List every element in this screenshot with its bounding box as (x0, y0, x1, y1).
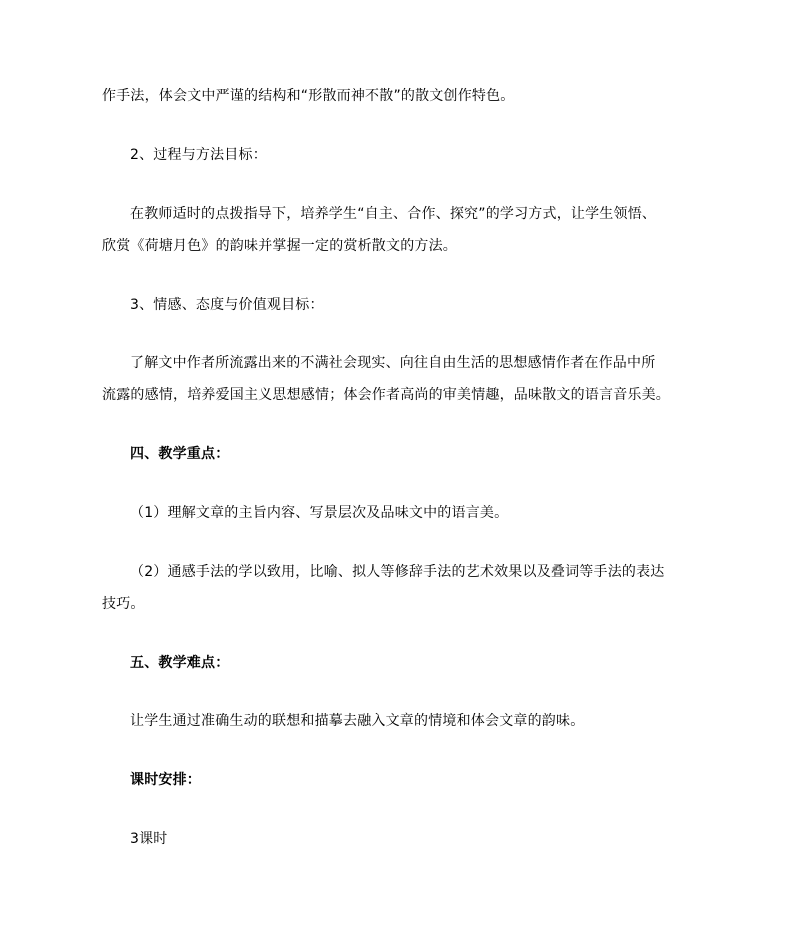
process-method-heading: 2、过程与方法目标： (130, 147, 267, 163)
emotion-attitude-heading: 3、情感、态度与价值观目标： (130, 297, 324, 313)
objective-continuation-text: 作手法，体会文中严谨的结构和“形散而神不散”的散文创作特色。 (102, 88, 515, 104)
teaching-difficulties-heading: 五、教学难点： (130, 655, 230, 671)
emotion-attitude-text-line-1: 了解文中作者所流露出来的不满社会现实、向往自由生活的思想感情作者在作品中所 (130, 355, 656, 371)
class-schedule-heading: 课时安排： (130, 772, 201, 788)
emotion-attitude-text-line-2: 流露的感情，培养爱国主义思想感情；体会作者高尚的审美情趣，品味散文的语言音乐美。 (102, 387, 670, 403)
difficulty-text: 让学生通过准确生动的联想和描摹去融入文章的情境和体会文章的韵味。 (130, 713, 585, 729)
key-point-item-1: （1）理解文章的主旨内容、写景层次及品味文中的语言美。 (130, 505, 509, 521)
class-hours-text: 3课时 (130, 831, 168, 847)
teaching-key-points-heading: 四、教学重点： (130, 446, 230, 462)
process-method-text-line-1: 在教师适时的点拨指导下，培养学生“自主、合作、探究”的学习方式，让学生领悟、 (130, 206, 657, 222)
key-point-item-2-line-2: 技巧。 (102, 596, 145, 612)
key-point-item-2-line-1: （2）通感手法的学以致用，比喻、拟人等修辞手法的艺术效果以及叠词等手法的表达 (130, 564, 665, 580)
process-method-text-line-2: 欣赏《荷塘月色》的韵味并掌握一定的赏析散文的方法。 (102, 238, 457, 254)
